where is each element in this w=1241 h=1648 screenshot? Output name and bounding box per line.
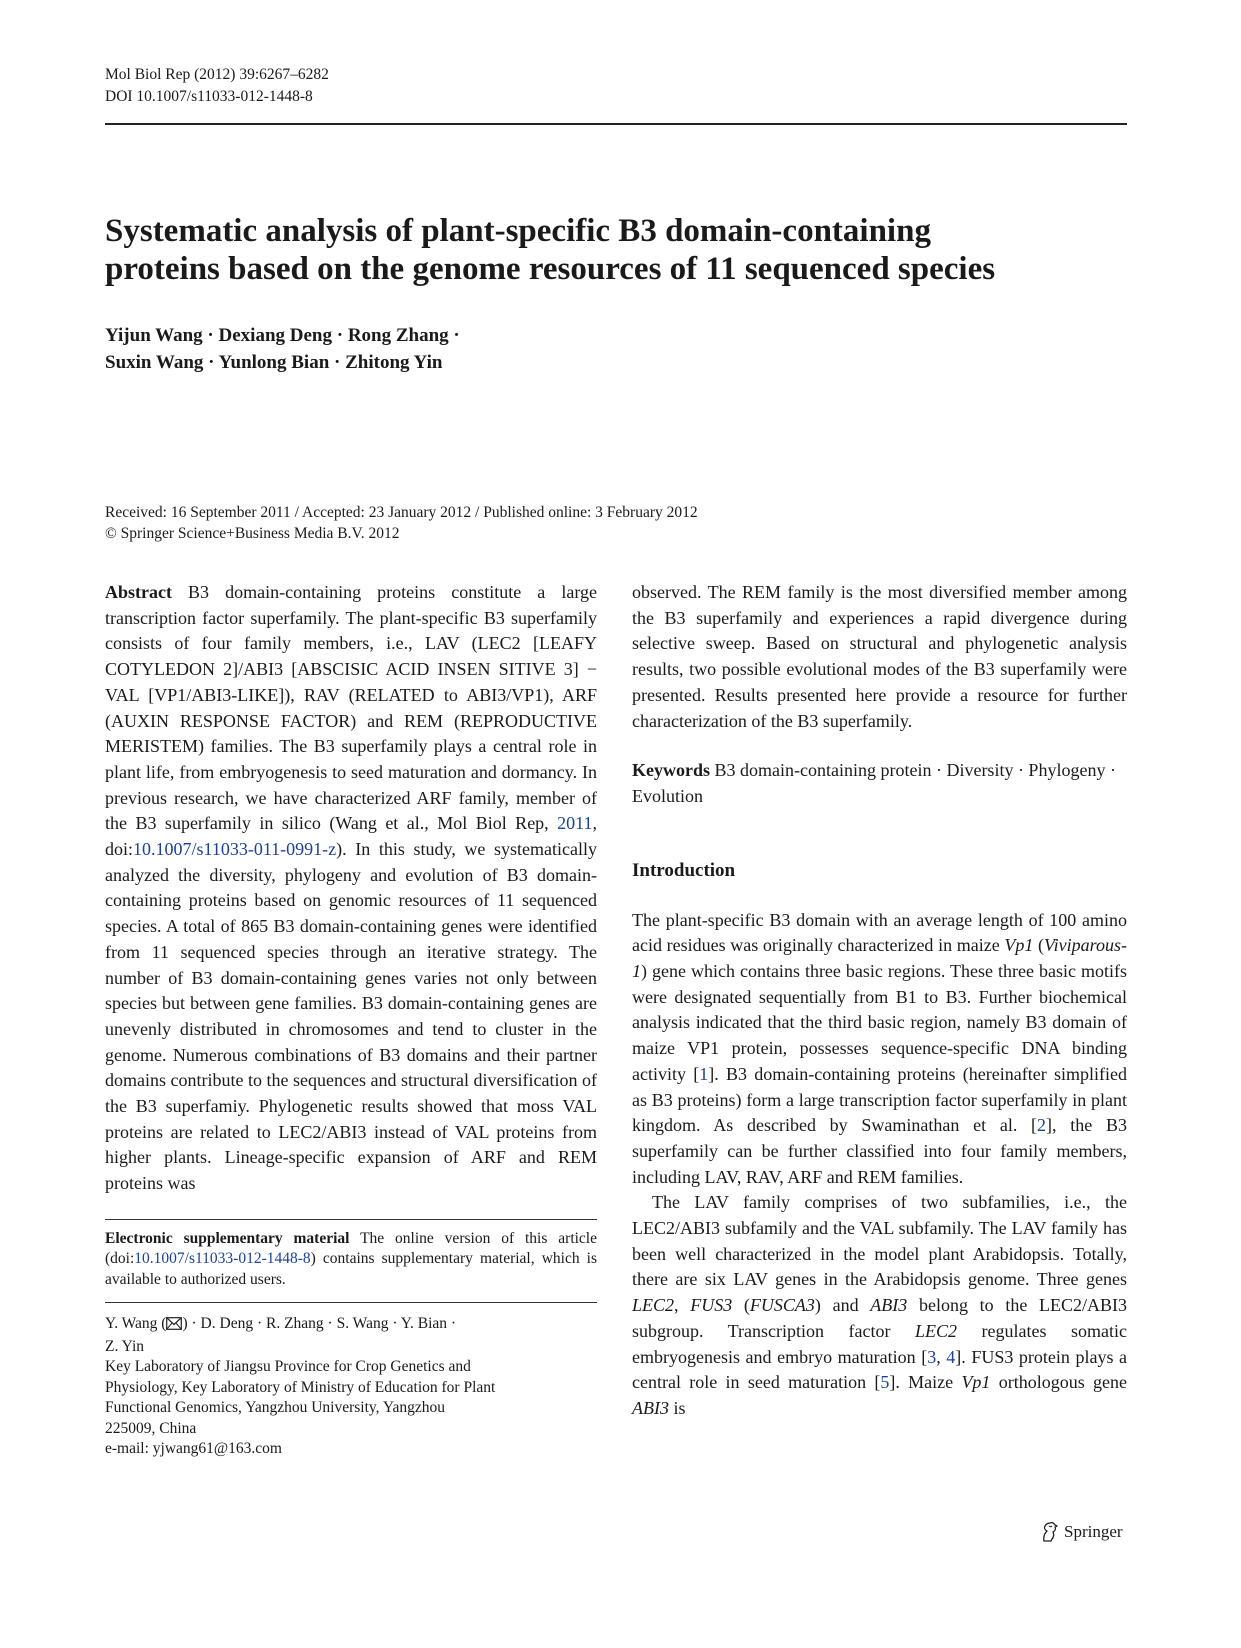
copyright-line: © Springer Science+Business Media B.V. 2012 [105,525,400,542]
affiliation-names [105,1314,597,1337]
citation-link[interactable]: 1 [699,1063,709,1084]
envelope-icon [166,1316,182,1337]
gene-name: Vp1 [1004,935,1034,956]
affiliation-block [105,1314,597,1460]
intro-text: is [668,1397,686,1418]
keywords [632,758,1127,809]
abstract-continued: observed. The REM family is the most diversified member among the B3 superfamily and experiences a rapid divergence during selective sweep. Based on structural and phylogenetic analysis results, two possible evolutional modes of the B3 superfamily were presented. Results presented here provide a resource for further characterization of the B3 superfamily. [632,582,1127,731]
authors-line-2: Suxin Wang · Yunlong Bian · Zhitong Yin [105,352,443,373]
intro-text: ) and [814,1295,871,1316]
citation-link[interactable]: 3 [927,1346,937,1367]
doi-line: DOI 10.1007/s11033-012-1448-8 [105,88,313,105]
gene-name: Viviparous-1 [632,935,1127,982]
paper-title [105,212,1127,288]
introduction-paragraph-2 [632,1190,1127,1421]
supplementary-note [105,1229,597,1291]
publisher-name: Springer [1064,1522,1123,1541]
gene-name: Vp1 [961,1372,991,1393]
intro-text: ], the B3 superfamily can be further classified into four family members, including LAV, RAV, ARF and REM families. [632,1115,1127,1187]
authors-line-1: Yijun Wang · Dexiang Deng · Rong Zhang · [105,325,460,346]
contact-email[interactable]: e-mail: yjwang61@163.com [105,1440,282,1458]
intro-text: ]. FUS3 protein plays a central role in seed maturation [ [632,1346,1128,1393]
citation-link[interactable]: 4 [946,1346,956,1367]
abstract-text-3: ). In this study, we systematically analyzed the diversity, phylogeny and evolution of B3 domain-containing proteins based on genomic resources of 11 sequenced species. A total of 865 B3 domain-containing genes were identified from 11 sequenced species through an iterative strategy. The number of B3 domain-containing genes varies not only between species but between gene families. B3 domain-containing genes are unevenly distributed in chromosomes and tend to cluster in the genome. Numerous combinations of B3 domains and their partner domains contribute to the sequences and structural diversification of the B3 superfamiy. Phylogenetic results showed that moss VAL proteins are related to LEC2/ABI3 instead of VAL proteins from higher plants. Lineage-specific expansion of ARF and REM proteins was [105,839,597,1194]
publisher-logo [1040,1521,1123,1543]
gene-name: FUSCA3 [749,1295,815,1316]
intro-text: orthologous gene [990,1372,1128,1393]
abstract-text-1: B3 domain-containing proteins constitute a large transcription factor superfamily. The plant-specific B3 superfamily consists of four family members, i.e., LAV (LEC2 [LEAFY COTYLEDON 2]/ABI3 [ABSCISIC ACID INSEN SITIVE 3] − VAL [VP1/ABI3-LIKE]), RAV (RELATED to ABI3/VP1), ARF (AUXIN RESPONSE FACTOR) and REM (REPRODUCTIVE MERISTEM) families. The B3 superfamily plays a central role in plant life, from embryogenesis to seed maturation and dormancy. In previous research, we have characterized ARF family, member of the B3 superfamily in silico (Wang et al., Mol Biol Rep, [105,582,597,834]
abstract [105,580,597,1197]
journal-citation: Mol Biol Rep (2012) 39:6267–6282 [105,66,329,83]
intro-text: ) gene which contains three basic regions. These three basic motifs were designated sequentially from B1 to B3. Further biochemical analysis indicated that the third basic region, namely B3 domain of maize VP1 protein, possesses sequence-specific DNA binding activity [ [632,961,1127,1084]
gene-name: ABI3 [632,1397,669,1418]
corresponding-author: Y. Wang ( [105,1315,167,1333]
affiliation-line-1: Key Laboratory of Jiangsu Province for Crop Genetics and [105,1358,471,1376]
intro-text: , [674,1295,691,1316]
intro-text: ( [1033,935,1044,956]
intro-text: regulates somatic embryogenesis and embryo maturation [ [632,1320,1127,1367]
keywords-text: B3 domain-containing protein · Diversity · Phylogeny · Evolution [632,760,1116,806]
intro-text: ( [732,1295,750,1316]
author-list [105,322,460,376]
esm-text-1: The online version of this article (doi: [105,1229,597,1268]
title-line-1: Systematic analysis of plant-specific B3 domain-containing [105,213,931,249]
gene-name: LEC2 [632,1295,675,1316]
intro-text: ]. B3 domain-containing proteins (hereinafter simplified as B3 proteins) form a large transcription factor superfamily in plant kingdom. As described by Swaminathan et al. [ [632,1063,1127,1136]
esm-doi-link[interactable]: 10.1007/s11033-012-1448-8 [134,1250,311,1268]
intro-text: ]. Maize [889,1372,962,1393]
left-column [105,580,597,1460]
intro-text: belong to the LEC2/ABI3 subgroup. Transcription factor [632,1295,1128,1341]
keywords-label: Keywords [632,760,710,781]
affiliation-line-2: Physiology, Key Laboratory of Ministry of Education for Plant [105,1378,496,1396]
ref-link-2011[interactable]: 2011 [557,813,593,834]
introduction-heading: Introduction [632,859,736,881]
journal-header [105,64,329,108]
gene-name: LEC2 [915,1320,958,1341]
gene-name: FUS3 [690,1295,733,1316]
coauthor-names: ) · D. Deng · R. Zhang · S. Wang · Y. Bian · [182,1315,457,1333]
right-column [632,580,1127,1422]
abstract-text-2: , doi: [105,813,597,860]
abstract-label: Abstract [105,582,172,602]
esm-label: Electronic supplementary material [105,1229,350,1247]
citation-link[interactable]: 2 [1037,1115,1047,1136]
esm-text-2: ) contains supplementary material, which is available to authorized users. [105,1250,597,1288]
citation-link[interactable]: 5 [880,1372,890,1393]
intro-text: The plant-specific B3 domain with an average length of 100 amino acid residues was originally characterized in maize [632,909,1127,956]
doi-link-arf[interactable]: 10.1007/s11033-011-0991-z [133,839,337,860]
publication-dates [105,502,698,544]
gene-name: ABI3 [870,1295,908,1316]
received-accepted-line: Received: 16 September 2011 / Accepted: 23 January 2012 / Published online: 3 February 2012 [105,504,698,521]
footnote-rule-2 [105,1302,597,1303]
springer-horse-icon [1040,1521,1060,1543]
intro-text: The LAV family comprises of two subfamilies, i.e., the LEC2/ABI3 subfamily and the VAL subfamily. The LAV family has been well characterized in the model plant Arabidopsis. Totally, there are six LAV genes in the Arabidopsis genome. Three genes [632,1192,1127,1290]
affiliation-line-4: 225009, China [105,1419,197,1437]
header-rule [105,123,1127,125]
introduction-paragraph-1 [632,908,1127,1191]
affiliation-names-2: Z. Yin [105,1337,145,1355]
footnote-rule-1 [105,1219,597,1220]
affiliation-line-3: Functional Genomics, Yangzhou University, Yangzhou [105,1399,445,1417]
title-line-2: proteins based on the genome resources of 11 sequenced species [105,251,996,287]
intro-text: , [936,1346,947,1367]
